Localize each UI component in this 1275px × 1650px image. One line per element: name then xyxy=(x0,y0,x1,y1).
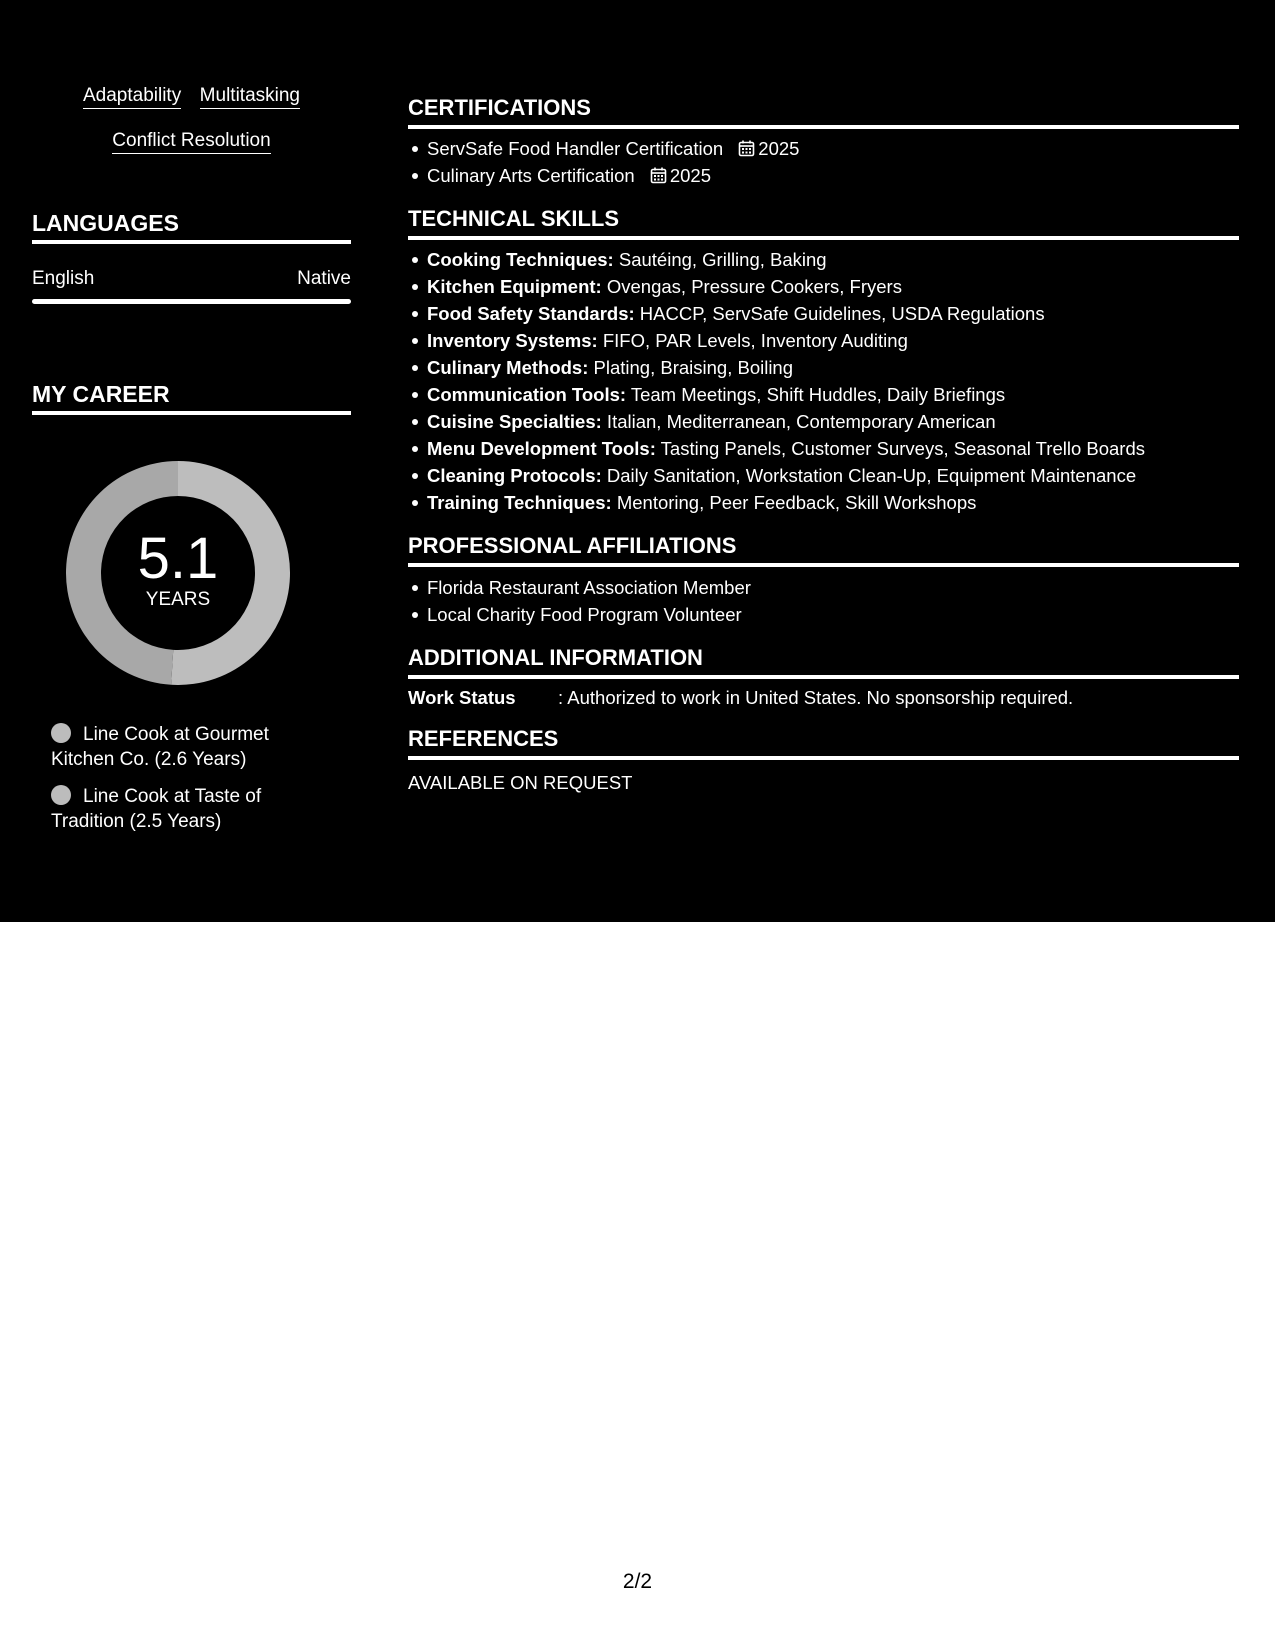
certification-year: 2025 xyxy=(669,165,711,186)
language-row xyxy=(32,268,351,290)
skill-value: Team Meetings, Shift Huddles, Daily Briefings xyxy=(626,384,1006,405)
career-entry xyxy=(51,784,291,834)
skill-label: Communication Tools: xyxy=(427,384,627,405)
career-entry-text: Line Cook at Taste of Tradition (2.5 Years) xyxy=(51,786,262,832)
skill-label: Cuisine Specialties: xyxy=(427,411,602,432)
skill-label: Cleaning Protocols: xyxy=(427,465,602,486)
skill-tags xyxy=(32,86,351,176)
affiliation-item: Local Charity Food Program Volunteer xyxy=(427,601,1239,628)
technical-skill-item xyxy=(427,246,1239,273)
certifications-title: CERTIFICATIONS xyxy=(408,96,1239,129)
work-status-value: : Authorized to work in United States. No sponsorship required. xyxy=(558,687,1074,708)
certification-item xyxy=(427,162,1239,189)
certifications-list xyxy=(408,135,1239,189)
career-entry xyxy=(51,722,291,772)
skill-value: Sautéing, Grilling, Baking xyxy=(613,249,827,270)
technical-skill-item xyxy=(427,300,1239,327)
technical-skill-item xyxy=(427,381,1239,408)
technical-skills-title: TECHNICAL SKILLS xyxy=(408,207,1239,240)
skill-value: Mentoring, Peer Feedback, Skill Workshops xyxy=(611,492,977,513)
career-entry-text: Line Cook at Gourmet Kitchen Co. (2.6 Years) xyxy=(51,724,269,770)
technical-skill-item xyxy=(427,435,1239,462)
skill-tag: Multitasking xyxy=(200,86,300,109)
certification-name: Culinary Arts Certification xyxy=(427,165,635,186)
career-list xyxy=(51,722,291,846)
skill-label: Cooking Techniques: xyxy=(427,249,614,270)
bullet-dot-icon xyxy=(51,785,71,805)
affiliation-item: Florida Restaurant Association Member xyxy=(427,574,1239,601)
language-name: English xyxy=(32,268,95,289)
technical-skills-list xyxy=(408,246,1239,516)
skill-label: Culinary Methods: xyxy=(427,357,589,378)
skill-label: Kitchen Equipment: xyxy=(427,276,602,297)
work-status-row xyxy=(408,686,1239,710)
technical-skill-item xyxy=(427,327,1239,354)
skill-tag: Adaptability xyxy=(83,86,181,109)
skill-label: Inventory Systems: xyxy=(427,330,598,351)
bullet-dot-icon xyxy=(51,723,71,743)
skill-value: Daily Sanitation, Workstation Clean-Up, Equipment Maintenance xyxy=(601,465,1137,486)
calendar-icon xyxy=(650,167,667,184)
technical-skill-item xyxy=(427,354,1239,381)
skill-value: HACCP, ServSafe Guidelines, USDA Regulations xyxy=(634,303,1045,324)
work-status-label: Work Status xyxy=(408,687,516,708)
skill-value: Ovengas, Pressure Cookers, Fryers xyxy=(601,276,902,297)
skill-label: Food Safety Standards: xyxy=(427,303,635,324)
language-level: Native xyxy=(297,268,351,289)
certification-item xyxy=(427,135,1239,162)
affiliations-list xyxy=(408,574,1239,628)
language-proficiency-bar xyxy=(32,299,351,304)
certification-year: 2025 xyxy=(758,138,800,159)
skill-label: Menu Development Tools: xyxy=(427,438,656,459)
career-total-years: 5.1 xyxy=(137,526,219,591)
languages-title: LANGUAGES xyxy=(32,211,351,244)
certification-name: ServSafe Food Handler Certification xyxy=(427,138,724,159)
skill-value: FIFO, PAR Levels, Inventory Auditing xyxy=(597,330,908,351)
technical-skill-item xyxy=(427,489,1239,516)
additional-info-title: ADDITIONAL INFORMATION xyxy=(408,646,1239,679)
affiliations-title: PROFESSIONAL AFFILIATIONS xyxy=(408,534,1239,567)
skill-value: Italian, Mediterranean, Contemporary American xyxy=(601,411,996,432)
references-text: AVAILABLE ON REQUEST xyxy=(408,772,633,793)
page-number: 2/2 xyxy=(622,1570,653,1593)
technical-skill-item xyxy=(427,273,1239,300)
skill-label: Training Techniques: xyxy=(427,492,612,513)
technical-skill-item xyxy=(427,408,1239,435)
references-title: REFERENCES xyxy=(408,727,1239,760)
career-total-unit: YEARS xyxy=(145,589,211,610)
skill-value: Tasting Panels, Customer Surveys, Seasonal Trello Boards xyxy=(655,438,1145,459)
skill-tag: Conflict Resolution xyxy=(112,131,270,154)
career-title: MY CAREER xyxy=(32,382,351,415)
career-donut-center xyxy=(66,461,290,685)
technical-skill-item xyxy=(427,462,1239,489)
skill-value: Plating, Braising, Boiling xyxy=(588,357,794,378)
calendar-icon xyxy=(738,140,755,157)
